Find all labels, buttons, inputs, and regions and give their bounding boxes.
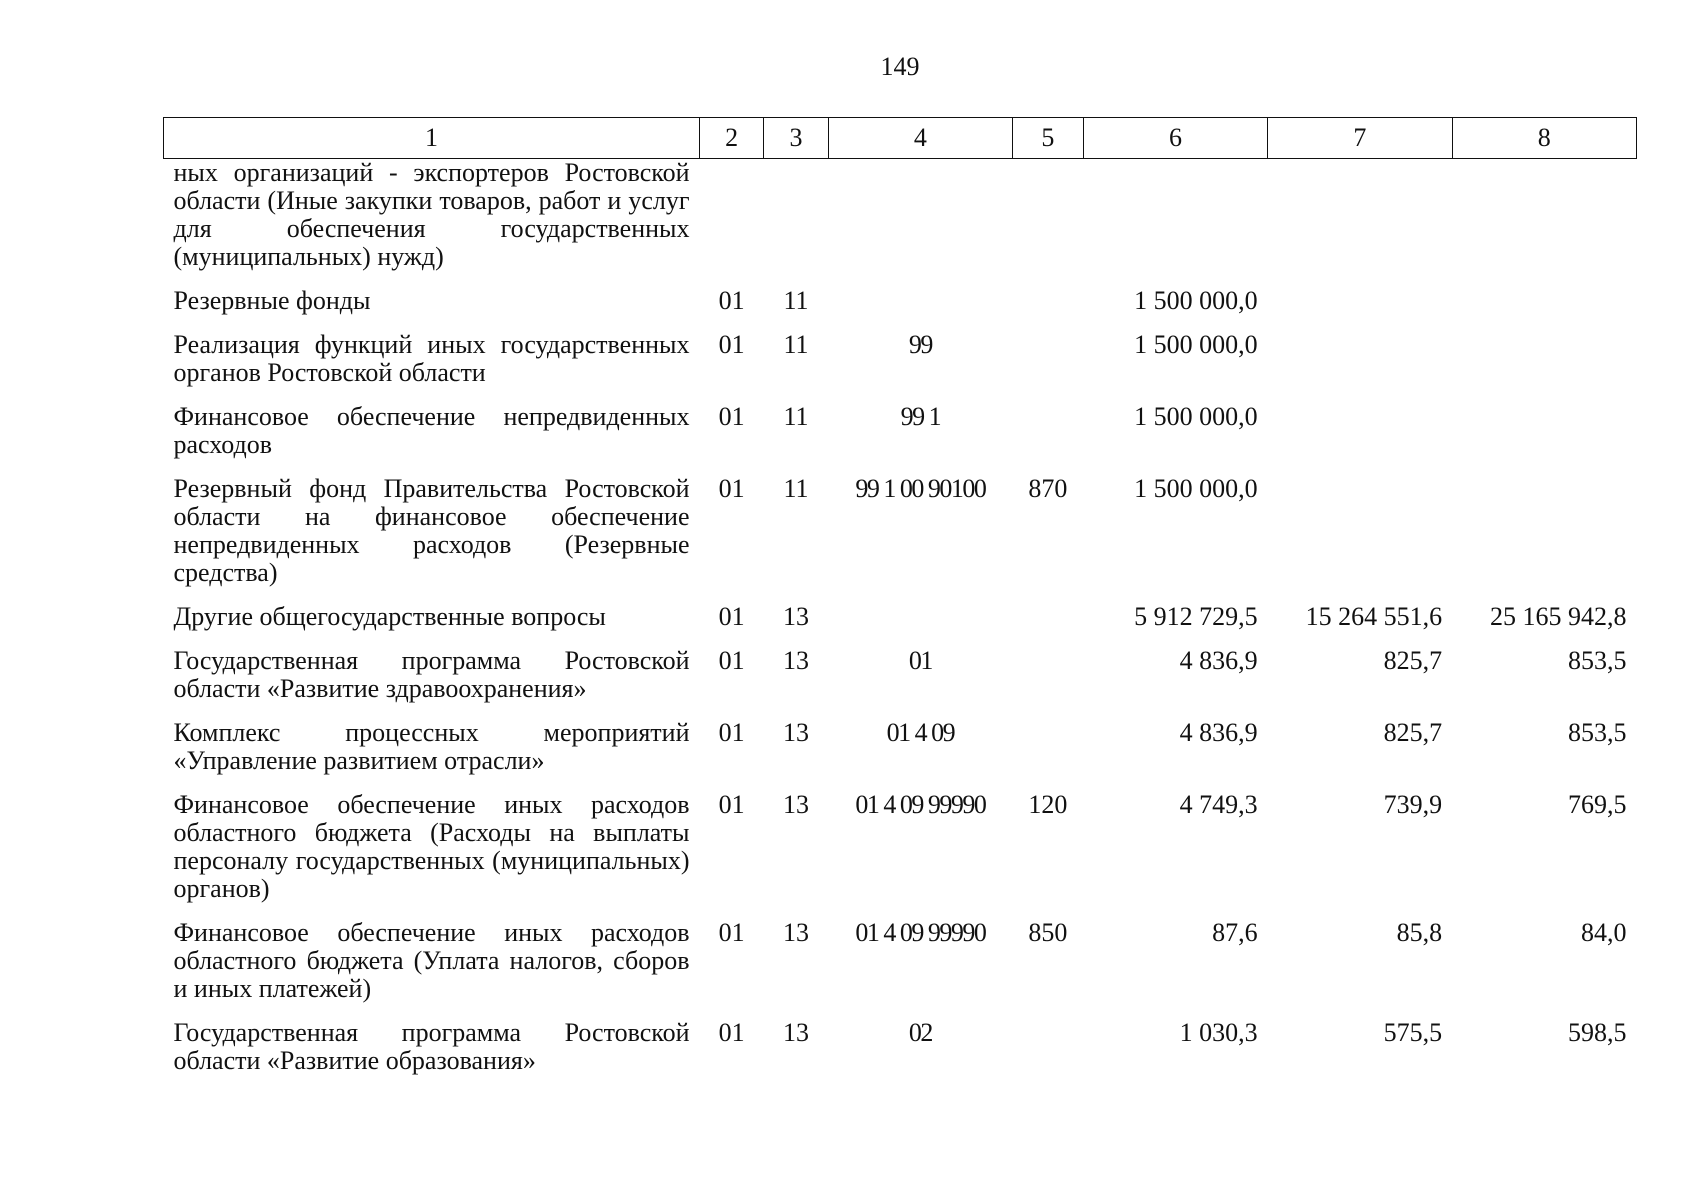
table-row xyxy=(164,397,1637,469)
row-expense-type xyxy=(1013,597,1084,641)
row-value-6: 1 500 000,0 xyxy=(1134,330,1258,359)
row-section: 01 xyxy=(718,402,745,431)
table-row xyxy=(164,913,1637,1013)
row-section: 01 xyxy=(718,330,745,359)
row-name: Резервные фонды xyxy=(173,286,371,315)
row-value-8: 853,5 xyxy=(1568,718,1627,747)
row-target-code xyxy=(828,281,1012,325)
row-name: Реализация функций иных государственных органов Ростовской области xyxy=(173,330,690,387)
row-section: 01 xyxy=(718,474,745,503)
page-number: 149 xyxy=(880,52,920,81)
row-expense-type: 870 xyxy=(1028,474,1068,503)
row-section: 01 xyxy=(718,1018,745,1047)
row-subsection: 11 xyxy=(783,286,809,315)
row-name: Государственная программа Ростовской области «Развитие здравоохранения» xyxy=(173,646,690,703)
row-target-code: 99 1 xyxy=(900,402,941,431)
row-value-8: 769,5 xyxy=(1568,790,1627,819)
row-subsection: 13 xyxy=(782,646,809,675)
row-target-code: 01 xyxy=(908,646,932,675)
row-value-6: 1 500 000,0 xyxy=(1134,474,1258,503)
row-value-6: 5 912 729,5 xyxy=(1134,602,1258,631)
row-target-code xyxy=(828,597,1012,641)
row-name: Государственная программа Ростовской области «Развитие образования» xyxy=(173,1018,690,1075)
row-value-8: 598,5 xyxy=(1568,1018,1627,1047)
row-subsection: 13 xyxy=(782,718,809,747)
table-row xyxy=(164,785,1637,913)
row-target-code: 01 4 09 99990 xyxy=(855,790,986,819)
row-name: Комплекс процессных мероприятий «Управление развитием отрасли» xyxy=(173,718,690,775)
row-name: ных организаций - экспортеров Ростовской области (Иные закупки товаров, работ и услуг для обеспечения государственных (муниципальных) нужд) xyxy=(173,158,690,271)
row-name: Финансовое обеспечение непредвиденных расходов xyxy=(173,402,690,459)
row-target-code: 01 4 09 xyxy=(886,718,955,747)
row-value-8: 25 165 942,8 xyxy=(1490,602,1627,631)
row-value-7: 575,5 xyxy=(1383,1018,1443,1047)
row-target-code: 99 xyxy=(908,330,932,359)
row-value-8 xyxy=(1452,281,1636,325)
row-value-6: 4 836,9 xyxy=(1179,646,1258,675)
row-section: 01 xyxy=(718,718,745,747)
row-value-7: 825,7 xyxy=(1383,718,1443,747)
table-row xyxy=(164,159,1637,282)
header-col-3: 3 xyxy=(764,118,828,159)
row-value-7: 85,8 xyxy=(1396,918,1443,947)
row-value-6: 87,6 xyxy=(1212,918,1258,947)
table-row xyxy=(164,469,1637,597)
row-value-7: 15 264 551,6 xyxy=(1305,602,1443,631)
header-col-4: 4 xyxy=(828,118,1012,159)
row-name: Другие общегосударственные вопросы xyxy=(173,602,606,631)
row-expense-type xyxy=(1013,641,1084,713)
row-subsection xyxy=(764,159,828,282)
row-section: 01 xyxy=(718,286,745,315)
row-subsection: 11 xyxy=(783,330,809,359)
row-value-6: 4 749,3 xyxy=(1179,790,1258,819)
table-row xyxy=(164,1013,1637,1085)
row-value-6: 1 500 000,0 xyxy=(1134,286,1258,315)
row-name: Финансовое обеспечение иных расходов областного бюджета (Расходы на выплаты персоналу государственных (муниципальных) органов) xyxy=(173,790,690,903)
budget-table xyxy=(163,117,1637,1085)
row-value-6: 1 030,3 xyxy=(1179,1018,1258,1047)
header-col-8: 8 xyxy=(1452,118,1636,159)
row-target-code: 01 4 09 99990 xyxy=(855,918,986,947)
row-subsection: 13 xyxy=(782,918,809,947)
row-value-8 xyxy=(1452,159,1636,282)
row-subsection: 13 xyxy=(782,602,809,631)
row-value-8 xyxy=(1452,325,1636,397)
row-section: 01 xyxy=(718,918,745,947)
row-target-code: 02 xyxy=(908,1018,932,1047)
row-target-code: 99 1 00 90100 xyxy=(855,474,986,503)
header-col-1: 1 xyxy=(164,118,700,159)
row-name: Финансовое обеспечение иных расходов областного бюджета (Уплата налогов, сборов и иных платежей) xyxy=(173,918,690,1003)
row-value-8: 84,0 xyxy=(1581,918,1627,947)
row-section: 01 xyxy=(718,646,745,675)
table-row xyxy=(164,325,1637,397)
row-subsection: 13 xyxy=(782,790,809,819)
row-value-8 xyxy=(1452,397,1636,469)
table-row xyxy=(164,597,1637,641)
row-target-code xyxy=(828,159,1012,282)
row-value-7 xyxy=(1268,281,1452,325)
table-body xyxy=(164,159,1637,1086)
header-col-7: 7 xyxy=(1268,118,1452,159)
row-value-7 xyxy=(1268,325,1452,397)
row-subsection: 11 xyxy=(783,402,809,431)
row-value-6: 4 836,9 xyxy=(1179,718,1258,747)
row-value-8: 853,5 xyxy=(1568,646,1627,675)
row-expense-type xyxy=(1013,713,1084,785)
row-value-8 xyxy=(1452,469,1636,597)
row-value-7: 825,7 xyxy=(1383,646,1443,675)
row-value-6: 1 500 000,0 xyxy=(1134,402,1258,431)
row-value-7 xyxy=(1268,469,1452,597)
row-section: 01 xyxy=(718,602,745,631)
row-value-7: 739,9 xyxy=(1383,790,1443,819)
row-expense-type xyxy=(1013,397,1084,469)
row-expense-type xyxy=(1013,159,1084,282)
row-section xyxy=(700,159,764,282)
table-row xyxy=(164,713,1637,785)
table-header xyxy=(164,118,1637,159)
row-expense-type: 850 xyxy=(1028,918,1068,947)
row-value-6 xyxy=(1083,159,1267,282)
row-expense-type xyxy=(1013,325,1084,397)
row-subsection: 13 xyxy=(782,1018,809,1047)
header-col-5: 5 xyxy=(1013,118,1084,159)
table-row xyxy=(164,641,1637,713)
row-expense-type: 120 xyxy=(1028,790,1068,819)
row-value-7 xyxy=(1268,159,1452,282)
row-expense-type xyxy=(1013,281,1084,325)
row-value-7 xyxy=(1268,397,1452,469)
row-name: Резервный фонд Правительства Ростовской области на финансовое обеспечение непредвиденных расходов (Резервные средства) xyxy=(173,474,690,587)
row-subsection: 11 xyxy=(783,474,809,503)
row-section: 01 xyxy=(718,790,745,819)
header-col-6: 6 xyxy=(1083,118,1267,159)
header-col-2: 2 xyxy=(700,118,764,159)
table-row xyxy=(164,281,1637,325)
row-expense-type xyxy=(1013,1013,1084,1085)
